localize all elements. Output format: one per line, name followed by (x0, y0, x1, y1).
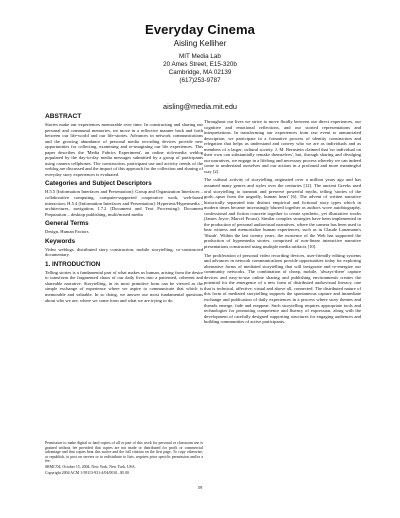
author-name: Aisling Kelliher (173, 39, 227, 48)
introduction-text: Telling stories is a fundamental part of what makes us human, arising from the desire to transform the fragmented chaos of our daily lives into a patterned, coherent and shareable narrative. Storytelling, in its most primitive form can be viewed as the simple exchange of experience where we aspire to communicate that which is memorable and valuable. In so doing, we answer our most fundamental questions about who we are, where we come from and what we are trying to do. (45, 269, 203, 303)
general-terms-heading: General Terms (45, 220, 89, 228)
author-email: aisling@media.mit.edu (163, 102, 237, 111)
paper-title: Everyday Cinema (145, 22, 255, 37)
right-paragraph: The cultural activity of storytelling originated over a million years ago and has assumed many genres and styles over the centuries [12]. The ancient Greeks used oral storytelling to transmit and preserve powerful myths, telling 'stories of the gods...spun from the ungodly, human heart' [6]. The advent of written narrative historically separated into distinct empirical and fictional story types which in modern times became increasingly blurred together as authors wove autobiography, confessional and fiction concrete together to create synthetic, yet illustrative works (James Joyce, Marcel Proust). Similar complex strategies have been implemented in the production of personal audiovisual narratives, where the camera has been used to bear witness and memorialize human experiences, such as in Claude Lanzmann's 'Shoah'. Within the last twenty years, the existence of the Web has supported the production of hypermedia stories, comprised of non-linear interactive narrative presentations constructed using multiple media artifacts [10]. (204, 177, 361, 250)
right-column (204, 119, 361, 328)
introduction-heading: 1. INTRODUCTION (45, 260, 101, 268)
author-affiliation: MIT Media Lab (179, 53, 221, 60)
footnote-venue: SRMC'04, October 15, 2004, New York, New York, USA. (45, 464, 136, 469)
left-column (45, 112, 203, 306)
keywords-heading: Keywords (45, 237, 76, 245)
author-phone: (617)253-9787 (179, 77, 221, 84)
right-paragraph: Throughout our lives we strive to move fluidly between our direct experiences, our cognitive and emotional reflections, and our storied representations and interpretations. In transforming our experiences from raw event to annunciated description, we participate in a formative process of identity construction and relegation that helps us understand and convey who we are as individuals and as members of a larger, cultural society. J. M. Bernstein claimed that 'no individual on their own can substantially remake themselves', but, through sharing and divulging our narratives, we engage in a lifelong and necessary process whereby we can indeed come to understand ourselves and our actions in a profound and more meaningful way [2]. (204, 119, 361, 174)
footnote-copyright: Copyright 2004 ACM 1-58113-931-4/04/0010...$5.00. (45, 470, 130, 475)
abstract-text: Stories make our experiences memorable over time. In constructing and sharing our personal and communal memories, we move in a reflective manner back and forth between our life-world and our life-stories. Advances in network communications and the growing abundance of personal media recording devices provide new opportunities for collecting, examining and re-imagining our life experiences. This paper describes the 'Media Fabrics Experiment', an online rich-media weblog populated by the day-to-day media messages submitted by a group of participants using camera cellphones. The construction, participant use and activity trends of the weblog are discussed and the impact of this approach for the collection and sharing of everyday story experiences is evaluated. (45, 122, 203, 177)
general-terms-text: Design, Human Factors (45, 229, 89, 235)
author-street: 20 Ames Street, E15-320b (163, 61, 237, 68)
abstract-heading: ABSTRACT (45, 113, 82, 120)
footnote-permission: Permission to make digital or hard copies of all or part of this work for personal or classroom use is granted without fee provided that copies are not made or distributed for profit or commercial advantage and that copies bear this notice and the full citation on the first page. To copy otherwise, or republish, to post on servers or to redistribute to lists, requires prior specific permission and/or a fee. (45, 441, 203, 464)
copyright-footnote (45, 441, 203, 476)
page-number: 59 (197, 485, 203, 490)
categories-heading: Categories and Subject Descriptors (45, 180, 152, 188)
categories-text: H.5.5 [Information Interfaces and Presentation]: Group and Organization Interfaces – collaborative computing, computer-supported cooperative work, web-based interaction; H.5.4 [Information Interfaces and Presentation]: Hypertext/Hypermedia – architectures, navigation; I.7.2 [Document and Text Processing]: Document Preparation – desktop publishing, multi/mixed media (45, 189, 203, 217)
author-city: Cambridge, MA 02139 (168, 69, 232, 76)
right-paragraph: The proliferation of personal video recording devices, user-friendly editing systems and advances in network communications provide opportunities today for exploring alternative forms of mediated storytelling that will invigorate and re-energize our community networks. The combination of cheap, mobile, 'always-there' capture devices and easy-to-use online sharing and publishing environments creates the potential for the emergence of a new form of distributed audiovisual literacy, one that is technical, affective, visual and above all, connected. The distributed nature of this form of mediated storytelling supports the spontaneous capture and immediate exchange and publication of daily experiences in a process where story themes and threads emerge, fade and reappear. Such storytelling requires appropriate tools and technologies for promoting competence and fluency of expression, along with the development of carefully designed supporting structures for engaging audiences and building communities of active participants. (204, 252, 361, 325)
keywords-text: Video weblogs, distributed story construction, mobile storytelling, co-constructed documentary. (45, 246, 203, 258)
